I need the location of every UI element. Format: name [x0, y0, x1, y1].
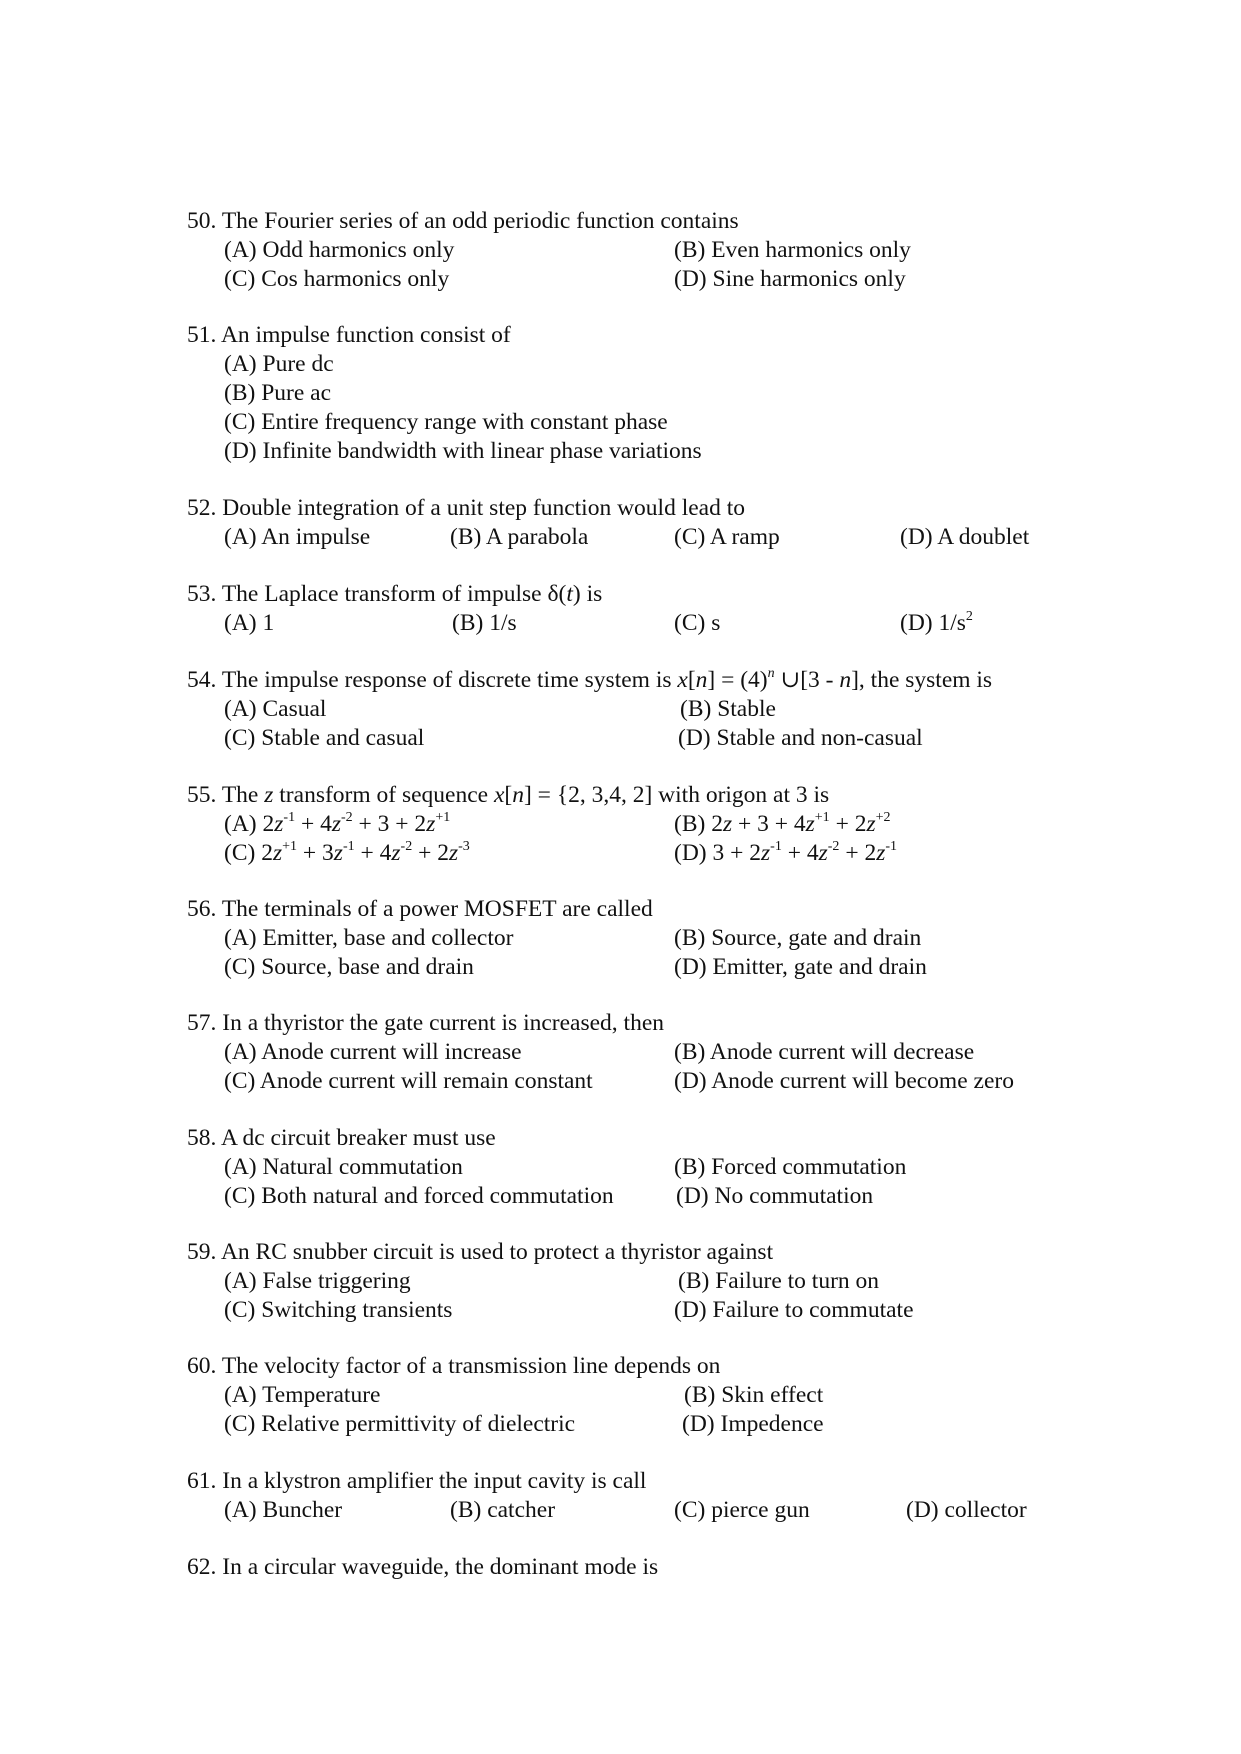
option-b: (B) Skin effect — [684, 1382, 824, 1408]
question-57 — [187, 1009, 1087, 1096]
option-d: (D) Infinite bandwidth with linear phase variations — [224, 438, 702, 464]
question-stem: 50. The Fourier series of an odd periodic function contains — [187, 208, 739, 234]
option-a: (A) Casual — [224, 696, 327, 722]
question-58 — [187, 1124, 1087, 1211]
question-stem: 54. The impulse response of discrete time system is $x[n] = (4)^n$ ∪[3 - n], the system is — [187, 666, 993, 693]
option-d: (D) $3 + 2z^{-1} + 4z^{-2} + 2z^{-1}$ — [674, 839, 898, 866]
question-stem: 53. The Laplace transform of impulse δ(t) is — [187, 581, 603, 607]
question-stem: 55. The z transform of sequence x[n] = {2, 3,4, 2] with origon at 3 is — [187, 782, 830, 808]
option-b: (B) Pure ac — [224, 380, 332, 406]
option-d: (D) A doublet — [900, 524, 1030, 550]
option-d: (D) collector — [906, 1497, 1027, 1523]
option-a: (A) Pure dc — [224, 351, 334, 377]
option-b: (B) Anode current will decrease — [674, 1039, 975, 1065]
option-d: (D) Sine harmonics only — [674, 266, 906, 292]
question-stem: 60. The velocity factor of a transmission line depends on — [187, 1353, 721, 1379]
option-d: (D) No commutation — [676, 1183, 874, 1209]
question-stem: 57. In a thyristor the gate current is increased, then — [187, 1010, 665, 1036]
question-52 — [187, 494, 1087, 552]
option-a: (A) Buncher — [224, 1497, 343, 1523]
option-c: (C) pierce gun — [674, 1497, 810, 1523]
option-d: (D) Emitter, gate and drain — [674, 954, 927, 980]
option-a: (A) Odd harmonics only — [224, 237, 455, 263]
question-51 — [187, 321, 1087, 466]
option-a: (A) Anode current will increase — [224, 1039, 522, 1065]
question-stem: 59. An RC snubber circuit is used to protect a thyristor against — [187, 1239, 774, 1265]
option-b: (B) 1/s — [452, 610, 517, 636]
question-53 — [187, 580, 1087, 638]
option-c: (C) Source, base and drain — [224, 954, 474, 980]
option-d: (D) $1/s^2$ — [900, 609, 973, 636]
question-61 — [187, 1467, 1087, 1525]
question-62 — [187, 1553, 1087, 1582]
question-54 — [187, 666, 1087, 753]
question-59 — [187, 1238, 1087, 1325]
option-c: (C) Anode current will remain constant — [224, 1068, 593, 1094]
question-stem: 56. The terminals of a power MOSFET are called — [187, 896, 653, 922]
option-d: (D) Impedence — [682, 1411, 824, 1437]
question-stem: 58. A dc circuit breaker must use — [187, 1125, 496, 1151]
question-stem: 52. Double integration of a unit step function would lead to — [187, 495, 746, 521]
option-b: (B) catcher — [450, 1497, 556, 1523]
question-stem: 51. An impulse function consist of — [187, 322, 511, 348]
option-a: (A) Emitter, base and collector — [224, 925, 514, 951]
question-56 — [187, 895, 1087, 982]
option-c: (C) Cos harmonics only — [224, 266, 450, 292]
option-a: (A) Temperature — [224, 1382, 381, 1408]
option-c: (C) Both natural and forced commutation — [224, 1183, 614, 1209]
option-d: (D) Anode current will become zero — [674, 1068, 1014, 1094]
question-60 — [187, 1352, 1087, 1439]
option-c: (C) Switching transients — [224, 1297, 453, 1323]
option-b: (B) Source, gate and drain — [674, 925, 922, 951]
option-b: (B) A parabola — [450, 524, 589, 550]
option-a: (A) $2z^{-1} + 4z^{-2} + 3 + 2z^{+1}$ — [224, 810, 451, 837]
option-c: (C) Relative permittivity of dielectric — [224, 1411, 576, 1437]
option-a: (A) An impulse — [224, 524, 371, 550]
option-b: (B) Forced commutation — [674, 1154, 907, 1180]
question-stem: 62. In a circular waveguide, the dominant mode is — [187, 1554, 659, 1580]
question-50 — [187, 207, 1087, 294]
option-d: (D) Stable and non-casual — [678, 725, 923, 751]
option-a: (A) 1 — [224, 610, 275, 636]
option-c: (C) Stable and casual — [224, 725, 425, 751]
option-c: (C) s — [674, 610, 721, 636]
question-stem: 61. In a klystron amplifier the input cavity is call — [187, 1468, 647, 1494]
option-b: (B) Even harmonics only — [674, 237, 911, 263]
option-d: (D) Failure to commutate — [674, 1297, 914, 1323]
option-c: (C) $2z^{+1} + 3z^{-1} + 4z^{-2} + 2z^{-3}$ — [224, 839, 470, 866]
option-b: (B) Failure to turn on — [678, 1268, 880, 1294]
question-55 — [187, 781, 1087, 868]
option-a: (A) False triggering — [224, 1268, 411, 1294]
option-c: (C) A ramp — [674, 524, 780, 550]
option-b: (B) Stable — [680, 696, 776, 722]
option-b: (B) $2z + 3 + 4z^{+1} + 2z^{+2}$ — [674, 810, 891, 837]
option-a: (A) Natural commutation — [224, 1154, 463, 1180]
option-c: (C) Entire frequency range with constant phase — [224, 409, 668, 435]
